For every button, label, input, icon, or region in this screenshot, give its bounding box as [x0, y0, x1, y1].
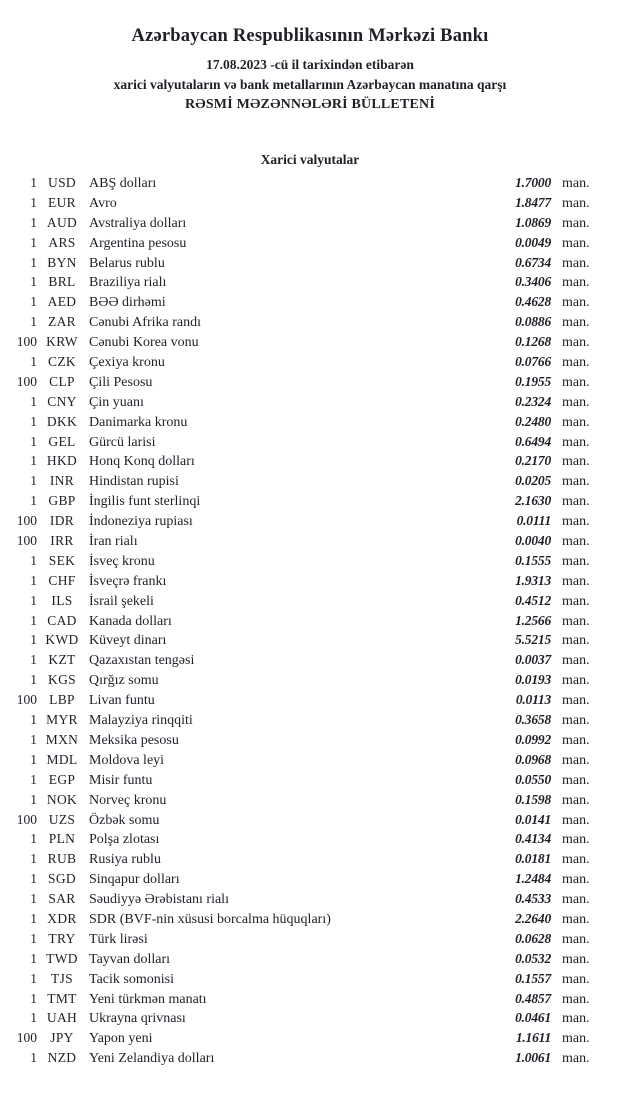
- currency-name-cell: Sinqapur dolları: [89, 872, 180, 888]
- quantity-cell: 1: [30, 254, 37, 270]
- quantity-cell: 1: [30, 712, 37, 728]
- currency-name-cell: Polşa zlotası: [89, 832, 160, 848]
- rate-value-cell: 0.0628: [515, 930, 551, 946]
- table-row: [0, 1048, 620, 1068]
- rate-value-cell: 0.2324: [515, 393, 551, 409]
- currency-code-cell: TWD: [46, 950, 78, 966]
- quantity-cell: 1: [30, 413, 37, 429]
- unit-cell: man.: [562, 1031, 590, 1047]
- document-subtitle: xarici valyutaların və bank metallarının Azərbaycan manatına qarşı: [113, 77, 507, 92]
- currency-code-cell: TMT: [47, 990, 77, 1006]
- rate-value-cell: 0.4857: [515, 990, 551, 1006]
- rate-value-cell: 0.0181: [515, 851, 551, 867]
- quantity-cell: 1: [30, 214, 37, 230]
- currency-code-cell: MYR: [46, 712, 78, 728]
- unit-cell: man.: [562, 732, 590, 748]
- table-row: [0, 312, 620, 332]
- quantity-cell: 1: [30, 831, 37, 847]
- unit-cell: man.: [562, 713, 590, 729]
- currency-code-cell: NZD: [47, 1050, 77, 1066]
- currency-name-cell: Gürcü larisi: [89, 434, 156, 450]
- currency-code-cell: BRL: [48, 274, 76, 290]
- quantity-cell: 1: [30, 791, 37, 807]
- quantity-cell: 100: [16, 373, 37, 389]
- currency-name-cell: Braziliya rialı: [89, 275, 167, 291]
- table-row: [0, 730, 620, 750]
- currency-name-cell: Yapon yeni: [89, 1031, 153, 1047]
- quantity-cell: 1: [30, 433, 37, 449]
- quantity-cell: 1: [30, 672, 37, 688]
- unit-cell: man.: [562, 1051, 590, 1067]
- currency-name-cell: İsveç kronu: [89, 553, 155, 569]
- table-row: [0, 829, 620, 849]
- unit-cell: man.: [562, 892, 590, 908]
- currency-code-cell: KGS: [48, 672, 76, 688]
- currency-code-cell: BYN: [47, 254, 77, 270]
- quantity-cell: 1: [30, 393, 37, 409]
- unit-cell: man.: [562, 374, 590, 390]
- currency-code-cell: KWD: [45, 632, 79, 648]
- currency-name-cell: İndoneziya rupiası: [89, 514, 193, 530]
- table-row: [0, 770, 620, 790]
- document-header: [0, 25, 620, 114]
- currency-name-cell: Özbək somu: [89, 812, 160, 828]
- currency-code-cell: INR: [49, 473, 75, 489]
- currency-name-cell: Norveç kronu: [89, 792, 167, 808]
- currency-name-cell: Argentina pesosu: [89, 235, 187, 251]
- table-row: [0, 611, 620, 631]
- quantity-cell: 1: [30, 552, 37, 568]
- rate-value-cell: 0.0532: [515, 950, 551, 966]
- currency-code-cell: CLP: [49, 373, 75, 389]
- rate-value-cell: 0.1955: [515, 373, 551, 389]
- unit-cell: man.: [562, 414, 590, 430]
- rate-value-cell: 0.1268: [515, 334, 551, 350]
- currency-code-cell: CNY: [47, 393, 77, 409]
- currency-name-cell: Çexiya kronu: [89, 355, 165, 371]
- currency-code-cell: XDR: [47, 910, 77, 926]
- unit-cell: man.: [562, 772, 590, 788]
- unit-cell: man.: [562, 792, 590, 808]
- currency-name-cell: Misir funtu: [89, 772, 153, 788]
- rate-value-cell: 0.0111: [516, 513, 551, 529]
- rate-value-cell: 0.0766: [515, 354, 551, 370]
- table-row: [0, 551, 620, 571]
- rate-value-cell: 0.3406: [515, 274, 551, 290]
- currency-name-cell: İngilis funt sterlinqi: [89, 494, 201, 510]
- rate-value-cell: 0.0968: [515, 751, 551, 767]
- currency-name-cell: Belarus rublu: [89, 255, 165, 271]
- quantity-cell: 1: [30, 592, 37, 608]
- currency-name-cell: Çin yuanı: [89, 394, 144, 410]
- currency-name-cell: Küveyt dinarı: [89, 633, 167, 649]
- table-row: [0, 233, 620, 253]
- table-row: [0, 750, 620, 770]
- table-row: [0, 710, 620, 730]
- quantity-cell: 1: [30, 175, 37, 190]
- unit-cell: man.: [562, 573, 590, 589]
- currency-code-cell: PLN: [48, 831, 76, 847]
- table-row: [0, 392, 620, 412]
- unit-cell: man.: [562, 355, 590, 371]
- quantity-cell: 1: [30, 970, 37, 986]
- currency-name-cell: Danimarka kronu: [89, 414, 188, 430]
- quantity-cell: 100: [16, 334, 37, 350]
- table-row: [0, 292, 620, 312]
- rates-table: [0, 173, 620, 1068]
- currency-name-cell: Honq Konq dolları: [89, 454, 195, 470]
- rate-value-cell: 0.6494: [515, 433, 551, 449]
- currency-code-cell: USD: [48, 175, 76, 190]
- table-row: [0, 849, 620, 869]
- currency-name-cell: Türk lirəsi: [89, 931, 148, 947]
- currency-code-cell: TJS: [51, 970, 73, 986]
- unit-cell: man.: [562, 454, 590, 470]
- unit-cell: man.: [562, 653, 590, 669]
- quantity-cell: 1: [30, 354, 37, 370]
- quantity-cell: 1: [30, 731, 37, 747]
- currency-code-cell: KRW: [46, 334, 78, 350]
- quantity-cell: 1: [30, 771, 37, 787]
- unit-cell: man.: [562, 832, 590, 848]
- rate-value-cell: 5.5215: [515, 632, 551, 648]
- currency-name-cell: Malayziya rinqqiti: [89, 713, 193, 729]
- quantity-cell: 1: [30, 612, 37, 628]
- currency-name-cell: Hindistan rupisi: [89, 474, 179, 490]
- table-row: [0, 630, 620, 650]
- rate-value-cell: 0.0550: [515, 771, 551, 787]
- currency-code-cell: ILS: [51, 592, 73, 608]
- rate-value-cell: 2.1630: [515, 493, 551, 509]
- currency-code-cell: JPY: [50, 1030, 74, 1046]
- table-row: [0, 1028, 620, 1048]
- table-row: [0, 173, 620, 193]
- table-row: [0, 491, 620, 511]
- unit-cell: man.: [562, 315, 590, 331]
- currency-name-cell: Tayvan dolları: [89, 951, 171, 967]
- table-row: [0, 969, 620, 989]
- rate-value-cell: 0.0141: [515, 811, 551, 827]
- currency-code-cell: GEL: [48, 433, 76, 449]
- table-row: [0, 949, 620, 969]
- currency-code-cell: SAR: [48, 891, 76, 907]
- currency-name-cell: İsrail şekeli: [89, 593, 154, 609]
- unit-cell: man.: [562, 1011, 590, 1027]
- unit-cell: man.: [562, 275, 590, 291]
- rate-value-cell: 0.0113: [515, 692, 551, 708]
- table-row: [0, 1008, 620, 1028]
- currency-code-cell: UZS: [48, 811, 76, 827]
- rate-value-cell: 1.2484: [515, 871, 551, 887]
- currency-name-cell: Yeni türkmən manatı: [89, 991, 207, 1007]
- table-row: [0, 213, 620, 233]
- unit-cell: man.: [562, 394, 590, 410]
- currency-code-cell: EUR: [48, 194, 76, 210]
- unit-cell: man.: [562, 991, 590, 1007]
- table-row: [0, 989, 620, 1009]
- unit-cell: man.: [562, 176, 590, 191]
- table-row: [0, 889, 620, 909]
- unit-cell: man.: [562, 215, 590, 231]
- rate-value-cell: 1.2566: [515, 612, 551, 628]
- currency-name-cell: Avro: [89, 195, 117, 211]
- quantity-cell: 1: [30, 930, 37, 946]
- quantity-cell: 1: [30, 294, 37, 310]
- currency-code-cell: IRR: [50, 533, 74, 549]
- unit-cell: man.: [562, 553, 590, 569]
- unit-cell: man.: [562, 534, 590, 550]
- currency-code-cell: CZK: [48, 354, 76, 370]
- quantity-cell: 1: [30, 632, 37, 648]
- rate-value-cell: 1.0869: [515, 214, 551, 230]
- currency-name-cell: BƏƏ dirhəmi: [89, 295, 166, 311]
- rate-value-cell: 0.4628: [515, 294, 551, 310]
- currency-code-cell: SEK: [48, 552, 76, 568]
- rate-value-cell: 0.3658: [515, 712, 551, 728]
- currency-code-cell: HKD: [46, 453, 78, 469]
- rate-value-cell: 0.0886: [515, 314, 551, 330]
- table-row: [0, 929, 620, 949]
- currency-code-cell: SGD: [48, 871, 76, 887]
- currency-name-cell: Qırğız somu: [89, 673, 159, 689]
- table-row: [0, 471, 620, 491]
- currency-name-cell: Tacik somonisi: [89, 971, 174, 987]
- currency-name-cell: Yeni Zelandiya dolları: [89, 1051, 215, 1067]
- table-row: [0, 451, 620, 471]
- currency-code-cell: KZT: [48, 652, 76, 668]
- currency-name-cell: Cənubi Afrika randı: [89, 315, 201, 331]
- rate-value-cell: 0.0461: [515, 1010, 551, 1026]
- table-row: [0, 332, 620, 352]
- currency-code-cell: AED: [47, 294, 77, 310]
- bank-name-title: Azərbaycan Respublikasının Mərkəzi Bankı: [131, 26, 489, 46]
- unit-cell: man.: [562, 434, 590, 450]
- unit-cell: man.: [562, 514, 590, 530]
- unit-cell: man.: [562, 673, 590, 689]
- currency-name-cell: ABŞ dolları: [89, 176, 157, 191]
- rate-value-cell: 0.2170: [515, 453, 551, 469]
- unit-cell: man.: [562, 474, 590, 490]
- currency-code-cell: NOK: [46, 791, 78, 807]
- rate-value-cell: 1.0061: [515, 1050, 551, 1066]
- quantity-cell: 1: [30, 473, 37, 489]
- rate-value-cell: 0.1557: [515, 970, 551, 986]
- rate-value-cell: 0.0037: [515, 652, 551, 668]
- rate-value-cell: 0.1555: [515, 552, 551, 568]
- table-row: [0, 272, 620, 292]
- unit-cell: man.: [562, 911, 590, 927]
- table-row: [0, 193, 620, 213]
- section-title-foreign-currencies: Xarici valyutalar: [260, 152, 360, 167]
- rate-value-cell: 0.0049: [515, 234, 551, 250]
- rate-value-cell: 0.4533: [515, 891, 551, 907]
- currency-code-cell: GBP: [48, 493, 76, 509]
- currency-name-cell: Moldova leyi: [89, 752, 165, 768]
- quantity-cell: 1: [30, 910, 37, 926]
- unit-cell: man.: [562, 235, 590, 251]
- unit-cell: man.: [562, 931, 590, 947]
- table-row: [0, 650, 620, 670]
- table-row: [0, 909, 620, 929]
- table-row: [0, 690, 620, 710]
- rate-value-cell: 0.4512: [515, 592, 551, 608]
- quantity-cell: 1: [30, 652, 37, 668]
- unit-cell: man.: [562, 812, 590, 828]
- currency-name-cell: Cənubi Korea vonu: [89, 335, 199, 351]
- currency-code-cell: TRY: [48, 930, 76, 946]
- quantity-cell: 1: [30, 314, 37, 330]
- unit-cell: man.: [562, 693, 590, 709]
- currency-name-cell: Ukrayna qrivnası: [89, 1011, 186, 1027]
- unit-cell: man.: [562, 593, 590, 609]
- currency-name-cell: Qazaxıstan tengəsi: [89, 653, 195, 669]
- quantity-cell: 1: [30, 493, 37, 509]
- rate-value-cell: 0.0193: [515, 672, 551, 688]
- unit-cell: man.: [562, 872, 590, 888]
- currency-name-cell: Çili Pesosu: [89, 374, 153, 390]
- table-row: [0, 253, 620, 273]
- currency-name-cell: İsveçrə frankı: [89, 573, 167, 589]
- currency-code-cell: CHF: [48, 572, 76, 588]
- quantity-cell: 1: [30, 572, 37, 588]
- currency-code-cell: EGP: [48, 771, 76, 787]
- rate-value-cell: 0.0992: [515, 731, 551, 747]
- rate-value-cell: 1.9313: [515, 572, 551, 588]
- rate-value-cell: 0.0205: [515, 473, 551, 489]
- quantity-cell: 1: [30, 990, 37, 1006]
- rate-value-cell: 1.1611: [515, 1030, 551, 1046]
- quantity-cell: 100: [16, 692, 37, 708]
- unit-cell: man.: [562, 195, 590, 211]
- currency-code-cell: ARS: [48, 234, 76, 250]
- quantity-cell: 100: [16, 811, 37, 827]
- table-row: [0, 591, 620, 611]
- currency-name-cell: Kanada dolları: [89, 613, 172, 629]
- quantity-cell: 100: [16, 513, 37, 529]
- table-row: [0, 352, 620, 372]
- unit-cell: man.: [562, 255, 590, 271]
- quantity-cell: 1: [30, 1010, 37, 1026]
- rate-value-cell: 0.1598: [515, 791, 551, 807]
- unit-cell: man.: [562, 335, 590, 351]
- quantity-cell: 1: [30, 274, 37, 290]
- currency-code-cell: IDR: [49, 513, 75, 529]
- quantity-cell: 1: [30, 950, 37, 966]
- table-row: [0, 670, 620, 690]
- currency-name-cell: Livan funtu: [89, 693, 155, 709]
- currency-code-cell: MDL: [46, 751, 78, 767]
- unit-cell: man.: [562, 752, 590, 768]
- quantity-cell: 100: [16, 1030, 37, 1046]
- table-row: [0, 810, 620, 830]
- quantity-cell: 1: [30, 851, 37, 867]
- quantity-cell: 1: [30, 1050, 37, 1066]
- currency-name-cell: İran rialı: [89, 534, 138, 550]
- rate-value-cell: 0.4134: [515, 831, 551, 847]
- currency-code-cell: CAD: [47, 612, 77, 628]
- unit-cell: man.: [562, 633, 590, 649]
- quantity-cell: 100: [16, 533, 37, 549]
- currency-name-cell: Səudiyyə Ərəbistanı rialı: [89, 892, 229, 908]
- quantity-cell: 1: [30, 891, 37, 907]
- effective-date-line: 17.08.2023 -cü il tarixindən etibarən: [206, 57, 414, 72]
- rate-value-cell: 0.0040: [515, 533, 551, 549]
- unit-cell: man.: [562, 494, 590, 510]
- currency-name-cell: SDR (BVF-nin xüsusi borcalma hüquqları): [89, 911, 331, 927]
- rate-value-cell: 0.2480: [515, 413, 551, 429]
- quantity-cell: 1: [30, 194, 37, 210]
- table-row: [0, 869, 620, 889]
- table-row: [0, 412, 620, 432]
- rate-value-cell: 0.6734: [515, 254, 551, 270]
- currency-code-cell: RUB: [47, 851, 77, 867]
- currency-name-cell: Rusiya rublu: [89, 852, 161, 868]
- currency-name-cell: Avstraliya dolları: [89, 215, 187, 231]
- unit-cell: man.: [562, 613, 590, 629]
- bulletin-title: RƏSMİ MƏZƏNNƏLƏRİ BÜLLETENİ: [184, 97, 436, 112]
- quantity-cell: 1: [30, 234, 37, 250]
- currency-name-cell: Meksika pesosu: [89, 732, 179, 748]
- table-row: [0, 511, 620, 531]
- unit-cell: man.: [562, 852, 590, 868]
- table-row: [0, 571, 620, 591]
- currency-code-cell: ZAR: [48, 314, 76, 330]
- currency-code-cell: DKK: [46, 413, 78, 429]
- table-row: [0, 531, 620, 551]
- rate-value-cell: 2.2640: [515, 910, 551, 926]
- currency-code-cell: UAH: [46, 1010, 78, 1026]
- quantity-cell: 1: [30, 871, 37, 887]
- unit-cell: man.: [562, 951, 590, 967]
- unit-cell: man.: [562, 971, 590, 987]
- rate-value-cell: 1.7000: [515, 175, 551, 190]
- quantity-cell: 1: [30, 751, 37, 767]
- currency-code-cell: MXN: [45, 731, 79, 747]
- table-row: [0, 790, 620, 810]
- table-row: [0, 432, 620, 452]
- unit-cell: man.: [562, 295, 590, 311]
- table-row: [0, 372, 620, 392]
- rate-value-cell: 1.8477: [515, 194, 551, 210]
- currency-code-cell: LBP: [49, 692, 75, 708]
- currency-code-cell: AUD: [46, 214, 78, 230]
- quantity-cell: 1: [30, 453, 37, 469]
